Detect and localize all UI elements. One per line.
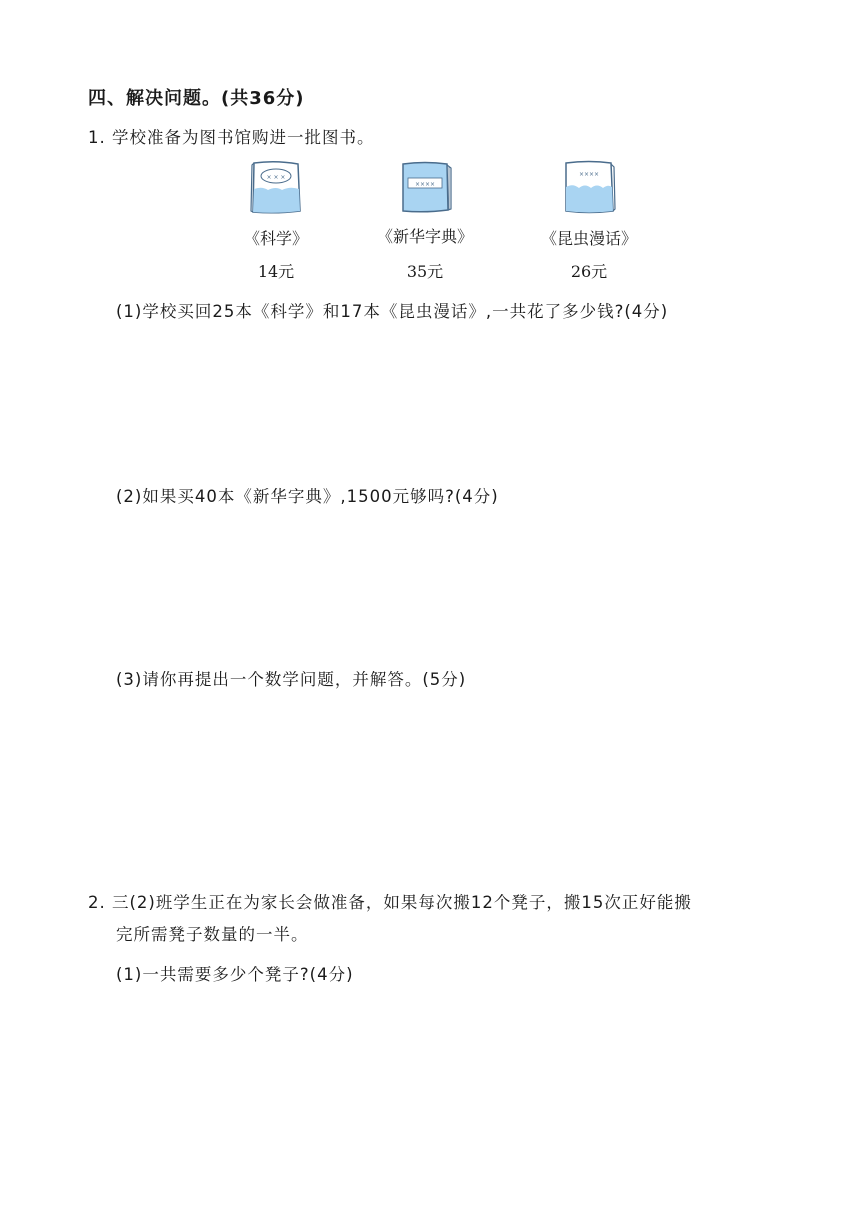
book-price-insect-comic: 26元 — [570, 262, 608, 281]
book-price-science: 14元 — [257, 262, 295, 281]
book-price-dictionary: 35元 — [406, 262, 444, 281]
question-2-part-1: (1)一共需要多少个凳子?(4分) — [116, 965, 354, 984]
question-2-stem-line-1: 2. 三(2)班学生正在为家长会做准备，如果每次搬12个凳子，搬15次正好能搬 — [88, 893, 692, 912]
insect-comic-book-icon — [561, 159, 617, 217]
question-1-part-2: (2)如果买40本《新华字典》,1500元够吗?(4分) — [116, 487, 499, 506]
svg-text:× × ×: × × × — [266, 174, 286, 181]
science-book-icon — [248, 159, 304, 217]
question-2-stem-line-2: 完所需凳子数量的一半。 — [116, 925, 309, 944]
book-title-insect-comic: 《昆虫漫话》 — [540, 229, 637, 248]
book-title-science: 《科学》 — [243, 229, 308, 248]
question-1-part-3: (3)请你再提出一个数学问题，并解答。(5分) — [116, 670, 467, 689]
dictionary-book-icon — [397, 159, 453, 217]
section-title: 四、解决问题。(共36分) — [88, 88, 305, 109]
svg-text:××××: ×××× — [578, 171, 600, 178]
question-1-part-1: (1)学校买回25本《科学》和17本《昆虫漫话》,一共花了多少钱?(4分) — [116, 302, 669, 321]
book-title-dictionary: 《新华字典》 — [376, 227, 473, 246]
svg-text:××××: ×××× — [414, 181, 436, 188]
question-1-stem: 1. 学校准备为图书馆购进一批图书。 — [88, 128, 375, 147]
